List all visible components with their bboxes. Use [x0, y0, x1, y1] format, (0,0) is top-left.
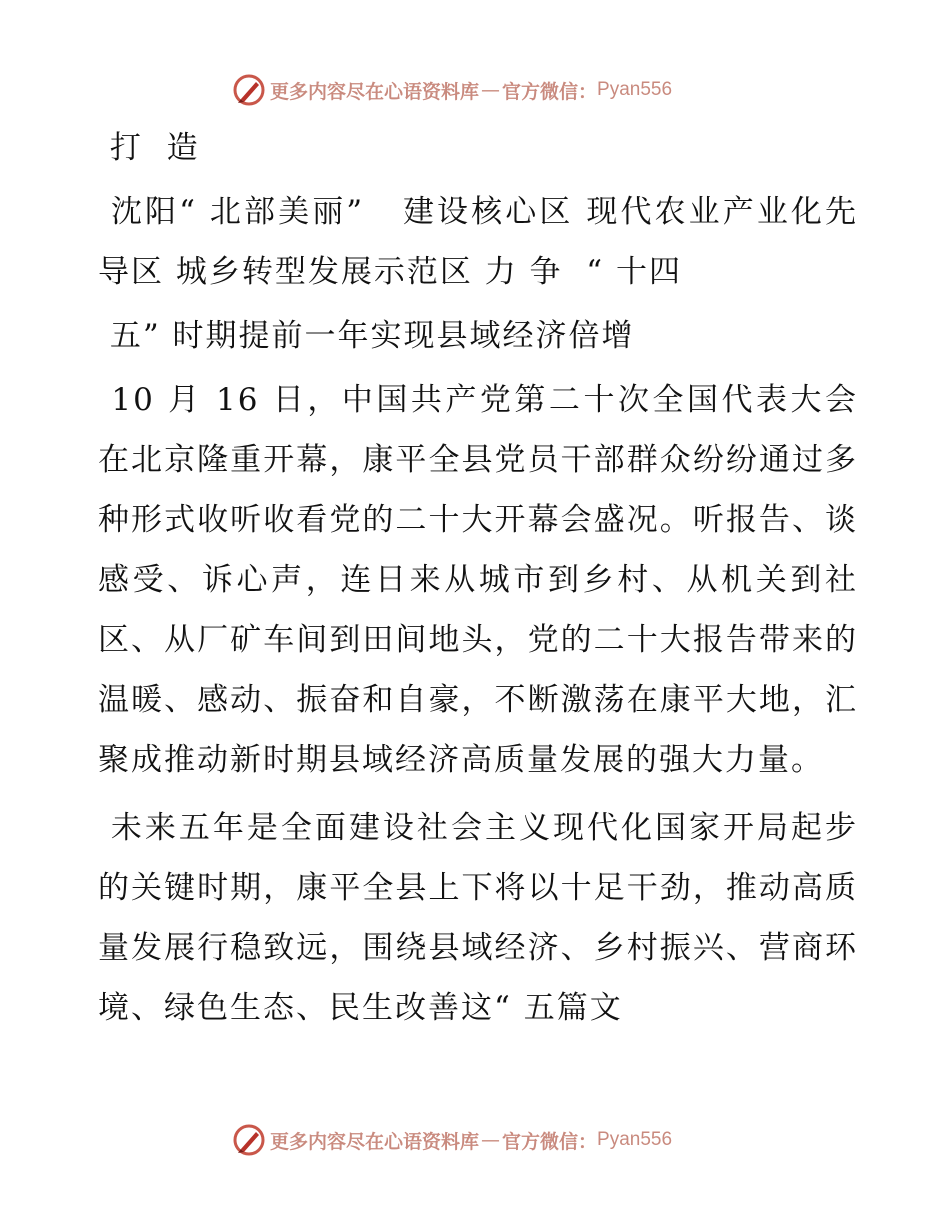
pen-logo-icon	[232, 1123, 266, 1157]
header-watermark	[232, 70, 672, 110]
paragraph-1: 10 月 16 日，中国共产党第二十次全国代表大会在北京隆重开幕，康平全县党员干部群众纷纷通过多种形式收听收看党的二十大开幕会盛况。听报告、谈感受、诉心声，连日来从城市到乡村、从机关到社区、从厂矿车间到田间地头，党的二十大报告带来的温暖、感动、振奋和自豪，不断激荡在康平大地，汇聚成推动新时期县域经济高质量发展的强大力量。	[98, 382, 859, 778]
watermark-separator: —	[481, 79, 501, 101]
watermark-official-label: 官方微信：	[502, 1130, 598, 1153]
watermark-account: Pyan556	[597, 1129, 673, 1150]
watermark-brand: 更多内容尽在心语资料库	[270, 80, 480, 103]
watermark-official-label: 官方微信：	[502, 80, 598, 103]
document-body	[98, 118, 858, 1038]
watermark-separator: —	[481, 1129, 501, 1151]
pen-logo-icon	[232, 73, 266, 107]
headline-line-2: 沈阳“ 北部美丽” 建设核心区 现代农业产业化先导区 城乡转型发展示范区 力 争 “ 十四	[98, 194, 858, 290]
watermark-brand: 更多内容尽在心语资料库	[270, 1130, 480, 1153]
headline-line-1: 打 造	[98, 130, 200, 166]
footer-watermark	[232, 1120, 672, 1160]
watermark-account: Pyan556	[597, 79, 673, 100]
headline-line-3: 五” 时期提前一年实现县域经济倍增	[98, 318, 635, 354]
paragraph-2: 未来五年是全面建设社会主义现代化国家开局起步的关键时期，康平全县上下将以十足干劲，推动高质量发展行稳致远，围绕县域经济、乡村振兴、营商环境、绿色生态、民生改善这“ 五篇文	[98, 810, 859, 1026]
